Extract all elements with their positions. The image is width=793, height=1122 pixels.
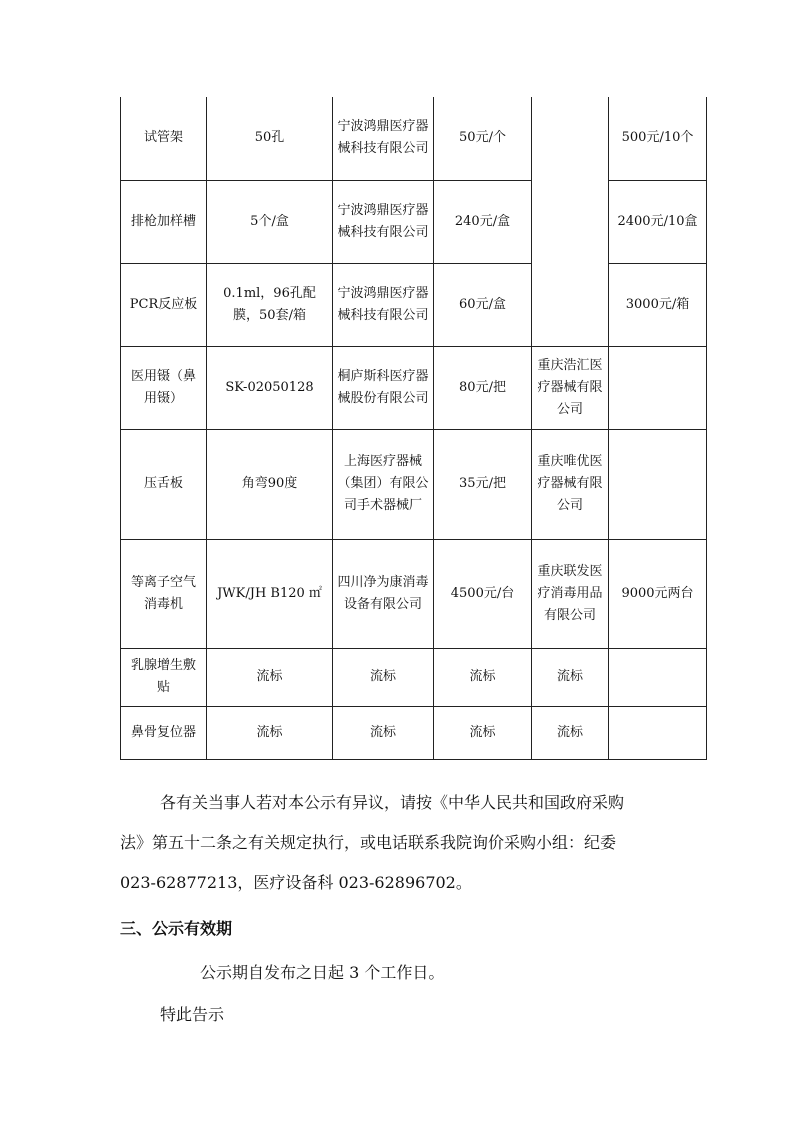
total-price-cell: 2400元/10盒 [609, 180, 707, 263]
item-spec-cell: SK-02050128 [207, 346, 333, 429]
total-price-cell [609, 346, 707, 429]
table-row [121, 263, 707, 346]
table-row [121, 539, 707, 648]
manufacturer-cell: 宁波鸿鼎医疗器械科技有限公司 [333, 97, 434, 180]
item-spec-cell: 流标 [207, 706, 333, 759]
objection-paragraph-line-2: 法》第五十二条之有关规定执行，或电话联系我院询价采购小组：纪委 [120, 833, 617, 852]
notice-period-text: 公示期自发布之日起 3 个工作日。 [200, 963, 445, 982]
table-row [121, 180, 707, 263]
supplier-cell: 重庆联发医疗消毒用品有限公司 [532, 539, 609, 648]
unit-price-cell: 50元/个 [434, 97, 532, 180]
item-name-cell: 鼻骨复位器 [121, 706, 207, 759]
section-heading: 三、公示有效期 [120, 919, 233, 938]
item-name-cell: PCR反应板 [121, 263, 207, 346]
unit-price-cell: 流标 [434, 706, 532, 759]
closing-text: 特此告示 [160, 1005, 225, 1024]
item-spec-cell: 5个/盒 [207, 180, 333, 263]
objection-paragraph-line-3: 023-62877213，医疗设备科 023-62896702。 [120, 873, 472, 892]
unit-price-cell: 35元/把 [434, 429, 532, 539]
manufacturer-cell: 流标 [333, 648, 434, 706]
table-row [121, 429, 707, 539]
manufacturer-cell: 流标 [333, 706, 434, 759]
supplier-cell: 流标 [532, 648, 609, 706]
total-price-cell: 3000元/箱 [609, 263, 707, 346]
objection-paragraph-line-1: 各有关当事人若对本公示有异议，请按《中华人民共和国政府采购 [160, 793, 625, 812]
unit-price-cell: 80元/把 [434, 346, 532, 429]
supplier-cell [532, 97, 609, 346]
item-spec-cell: 流标 [207, 648, 333, 706]
unit-price-cell: 240元/盒 [434, 180, 532, 263]
supplier-cell: 流标 [532, 706, 609, 759]
table-row [121, 648, 707, 706]
unit-price-cell: 60元/盒 [434, 263, 532, 346]
item-spec-cell: JWK/JH B120 ㎡ [207, 539, 333, 648]
supplier-cell: 重庆唯优医疗器械有限公司 [532, 429, 609, 539]
table-row [121, 706, 707, 759]
total-price-cell [609, 648, 707, 706]
unit-price-cell: 流标 [434, 648, 532, 706]
total-price-cell: 500元/10个 [609, 97, 707, 180]
manufacturer-cell: 桐庐斯科医疗器械股份有限公司 [333, 346, 434, 429]
procurement-result-table [120, 97, 707, 760]
unit-price-cell: 4500元/台 [434, 539, 532, 648]
item-name-cell: 压舌板 [121, 429, 207, 539]
manufacturer-cell: 宁波鸿鼎医疗器械科技有限公司 [333, 263, 434, 346]
item-name-cell: 医用镊（鼻用镊） [121, 346, 207, 429]
manufacturer-cell: 四川净为康消毒设备有限公司 [333, 539, 434, 648]
table-row [121, 97, 707, 180]
supplier-cell: 重庆浩汇医疗器械有限公司 [532, 346, 609, 429]
item-name-cell: 排枪加样槽 [121, 180, 207, 263]
item-name-cell: 试管架 [121, 97, 207, 180]
total-price-cell: 9000元两台 [609, 539, 707, 648]
manufacturer-cell: 宁波鸿鼎医疗器械科技有限公司 [333, 180, 434, 263]
item-spec-cell: 角弯90度 [207, 429, 333, 539]
table-row [121, 346, 707, 429]
total-price-cell [609, 706, 707, 759]
item-name-cell: 等离子空气消毒机 [121, 539, 207, 648]
total-price-cell [609, 429, 707, 539]
item-name-cell: 乳腺增生敷贴 [121, 648, 207, 706]
item-spec-cell: 50孔 [207, 97, 333, 180]
manufacturer-cell: 上海医疗器械（集团）有限公司手术器械厂 [333, 429, 434, 539]
item-spec-cell: 0.1ml，96孔配膜，50套/箱 [207, 263, 333, 346]
